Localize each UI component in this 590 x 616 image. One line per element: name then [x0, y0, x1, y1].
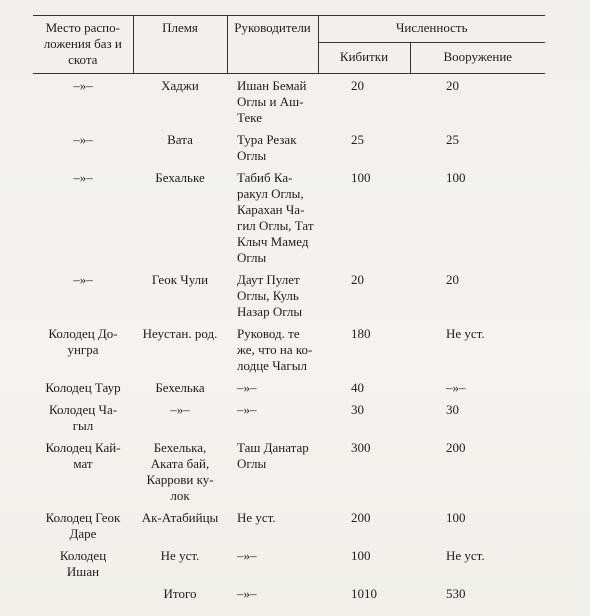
header-leaders: Руководители	[227, 16, 318, 74]
cell-households: 20	[351, 78, 364, 93]
table-row	[33, 74, 545, 131]
cell-households: 100	[351, 170, 371, 185]
cell-place: Колодец Ишан	[59, 548, 107, 579]
cell-tribe: Ак-Атабийцы	[141, 510, 219, 525]
header-place: Место распо- ложения баз и скота	[33, 16, 133, 74]
cell-place: Колодец Ча- гыл	[48, 402, 118, 433]
table-row	[33, 546, 545, 584]
table-header	[33, 16, 545, 74]
cell-arms: 100	[446, 170, 466, 185]
cell-tribe: –»–	[170, 402, 190, 417]
cell-leaders: –»–	[237, 380, 257, 395]
cell-leaders: Не уст.	[237, 510, 276, 525]
cell-households: 30	[351, 402, 364, 417]
census-table	[33, 15, 545, 606]
cell-tribe: Итого	[163, 586, 197, 601]
table-row	[33, 584, 545, 606]
cell-place: Колодец Геок Даре	[45, 510, 121, 541]
cell-arms: 530	[446, 586, 466, 601]
header-count: Численность	[318, 16, 545, 43]
cell-leaders: Ишан Бемай Оглы и Аш- Теке	[237, 78, 307, 125]
cell-households: 100	[351, 548, 371, 563]
cell-arms: 100	[446, 510, 466, 525]
table-row	[33, 130, 545, 168]
table-row	[33, 324, 545, 378]
cell-place: –»–	[73, 132, 93, 147]
header-households: Кибитки	[318, 43, 410, 74]
cell-households: 200	[351, 510, 371, 525]
cell-tribe: Неустан. род.	[142, 326, 218, 341]
cell-households: 180	[351, 326, 371, 341]
cell-households: 1010	[351, 586, 377, 601]
cell-arms: 25	[446, 132, 459, 147]
cell-place: –»–	[73, 78, 93, 93]
header-tribe: Племя	[133, 16, 227, 74]
cell-place	[33, 584, 133, 606]
cell-arms: 20	[446, 78, 459, 93]
table-row	[33, 168, 545, 270]
cell-tribe: Бехелька	[155, 380, 205, 395]
table-row	[33, 400, 545, 438]
cell-place: –»–	[73, 170, 93, 185]
header-arms: Вооружение	[410, 43, 545, 74]
cell-tribe: Бехальке	[155, 170, 205, 185]
cell-arms: –»–	[446, 380, 466, 395]
cell-households: 20	[351, 272, 364, 287]
cell-leaders: Руковод. те же, что на ко- лодце Чагыл	[237, 326, 313, 373]
cell-arms: 30	[446, 402, 459, 417]
cell-leaders: Табиб Ка- ракул Оглы, Карахан Ча- гил Оглы, Тат Клыч Мамед Оглы	[237, 170, 314, 265]
cell-leaders: Тура Резак Оглы	[237, 132, 297, 163]
table-row	[33, 438, 545, 508]
cell-arms: 20	[446, 272, 459, 287]
cell-households: 25	[351, 132, 364, 147]
cell-place: Колодец Таур	[45, 380, 121, 395]
cell-leaders: –»–	[237, 548, 257, 563]
cell-leaders: –»–	[237, 586, 257, 601]
cell-arms: Не уст.	[446, 326, 485, 341]
table-row	[33, 378, 545, 400]
cell-arms: 200	[446, 440, 466, 455]
cell-tribe: Не уст.	[160, 548, 200, 563]
cell-tribe: Хаджи	[161, 78, 199, 93]
table-row	[33, 508, 545, 546]
cell-tribe: Бехелька, Аката бай, Каррови ку- лок	[146, 440, 214, 503]
cell-place: –»–	[73, 272, 93, 287]
cell-arms: Не уст.	[446, 548, 485, 563]
cell-place: Колодец Кай- мат	[45, 440, 121, 471]
cell-place: Колодец До- унгра	[48, 326, 118, 357]
cell-leaders: Таш Данатар Оглы	[237, 440, 309, 471]
table-body	[33, 74, 545, 607]
cell-tribe: Вата	[167, 132, 193, 147]
cell-tribe: Геок Чули	[151, 272, 209, 287]
cell-leaders: Даут Пулет Оглы, Куль Назар Оглы	[237, 272, 303, 319]
cell-households: 300	[351, 440, 371, 455]
cell-leaders: –»–	[237, 402, 257, 417]
cell-households: 40	[351, 380, 364, 395]
table-row	[33, 270, 545, 324]
